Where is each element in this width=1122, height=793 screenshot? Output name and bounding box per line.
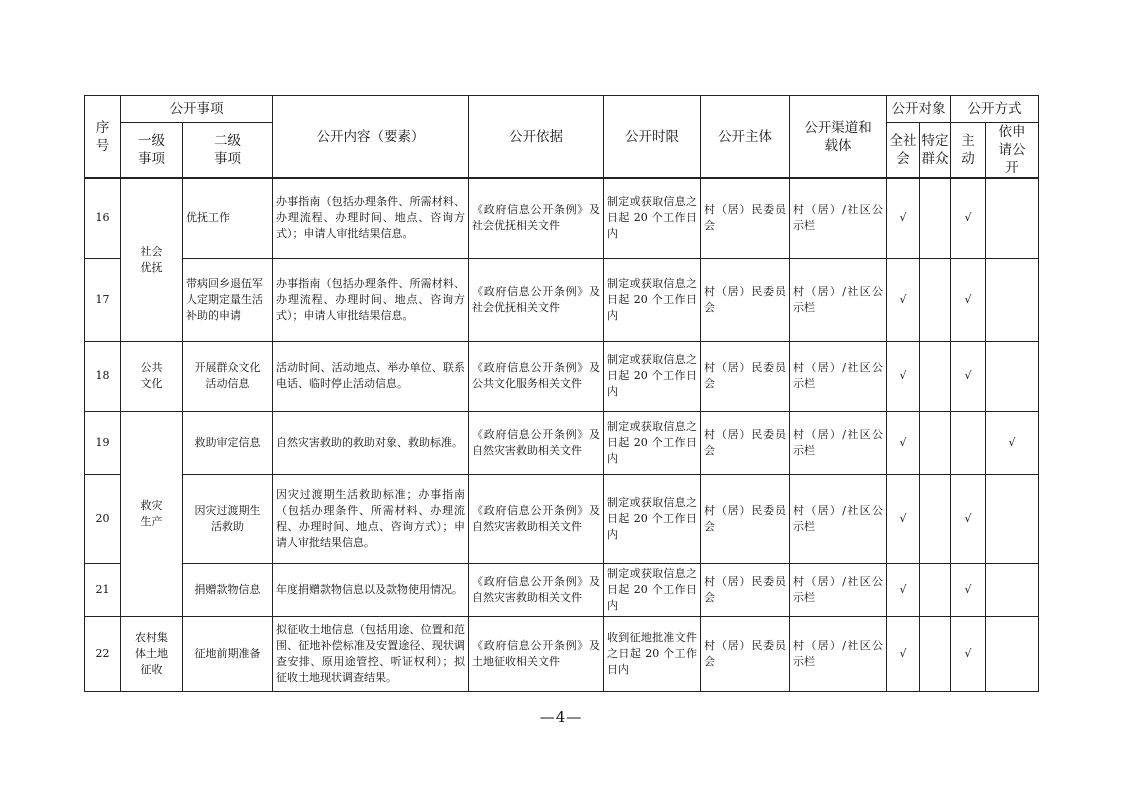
subject-cell: 村（居）民委员会 [701, 563, 790, 616]
content-cell: 办事指南（包括办理条件、所需材料、办理流程、办理时间、地点、咨询方式）；申请人审批结果信息。 [273, 258, 469, 341]
basis-cell: 《政府信息公开条例》及土地征收相关文件 [469, 616, 604, 691]
content-cell: 办事指南（包括办理条件、所需材料、办理流程、办理时间、地点、咨询方式）；申请人审批结果信息。 [273, 178, 469, 258]
check-active: √ [951, 616, 986, 691]
check-target-specific [920, 178, 951, 258]
level2-cell: 带病回乡退伍军人定期定量生活补助的申请 [183, 258, 273, 341]
header-level1: 一级事项 [121, 123, 183, 179]
row-number: 17 [85, 258, 121, 341]
basis-cell: 《政府信息公开条例》及自然灾害救助相关文件 [469, 411, 604, 474]
level2-cell: 捐赠款物信息 [183, 563, 273, 616]
level1-cell: 社会优抚 [121, 178, 183, 341]
check-target-all: √ [887, 258, 920, 341]
header-target-specific: 特定群众 [920, 123, 951, 179]
header-channel: 公开渠道和载体 [790, 96, 887, 179]
row-number: 19 [85, 411, 121, 474]
content-cell: 拟征收土地信息（包括用途、位置和范围、征地补偿标准及安置途径、现状调查安排、原用途管控、听证权利）；拟征收土地现状调查结果。 [273, 616, 469, 691]
row-number: 22 [85, 616, 121, 691]
time-limit-cell: 制定或获取信息之日起 20 个工作日内 [604, 411, 701, 474]
level2-cell: 救助审定信息 [183, 411, 273, 474]
time-limit-cell: 制定或获取信息之日起 20 个工作日内 [604, 341, 701, 411]
table-row [85, 474, 1039, 563]
time-limit-cell: 收到征地批准文件之日起 20 个工作日内 [604, 616, 701, 691]
content-cell: 年度捐赠款物信息以及款物使用情况。 [273, 563, 469, 616]
content-cell: 因灾过渡期生活救助标准；办事指南（包括办理条件、所需材料、办理流程、办理时间、地点、咨询方式）；申请人审批结果信息。 [273, 474, 469, 563]
subject-cell: 村（居）民委员会 [701, 341, 790, 411]
subject-cell: 村（居）民委员会 [701, 616, 790, 691]
header-target: 公开对象 [887, 96, 951, 123]
subject-cell: 村（居）民委员会 [701, 258, 790, 341]
check-apply [986, 616, 1039, 691]
row-number: 18 [85, 341, 121, 411]
header-target-all: 全社会 [887, 123, 920, 179]
basis-cell: 《政府信息公开条例》及自然灾害救助相关文件 [469, 474, 604, 563]
header-method-active: 主动 [951, 123, 986, 179]
check-target-all: √ [887, 474, 920, 563]
channel-cell: 村（居）/社区公示栏 [790, 178, 887, 258]
table-row [85, 341, 1039, 411]
time-limit-cell: 制定或获取信息之日起 20 个工作日内 [604, 563, 701, 616]
time-limit-cell: 制定或获取信息之日起 20 个工作日内 [604, 474, 701, 563]
check-target-all: √ [887, 563, 920, 616]
check-target-all: √ [887, 411, 920, 474]
header-seq: 序号 [85, 96, 121, 179]
basis-cell: 《政府信息公开条例》及社会优抚相关文件 [469, 258, 604, 341]
check-active: √ [951, 341, 986, 411]
table-row [85, 258, 1039, 341]
check-apply [986, 341, 1039, 411]
subject-cell: 村（居）民委员会 [701, 411, 790, 474]
table-row [85, 616, 1039, 691]
row-number: 20 [85, 474, 121, 563]
check-target-specific [920, 258, 951, 341]
check-apply: √ [986, 411, 1039, 474]
check-target-specific [920, 411, 951, 474]
header-content: 公开内容（要素） [273, 96, 469, 179]
channel-cell: 村（居）/社区公示栏 [790, 341, 887, 411]
time-limit-cell: 制定或获取信息之日起 20 个工作日内 [604, 178, 701, 258]
check-active: √ [951, 563, 986, 616]
check-active: √ [951, 178, 986, 258]
basis-cell: 《政府信息公开条例》及社会优抚相关文件 [469, 178, 604, 258]
header-time-limit: 公开时限 [604, 96, 701, 179]
time-limit-cell: 制定或获取信息之日起 20 个工作日内 [604, 258, 701, 341]
channel-cell: 村（居）/社区公示栏 [790, 474, 887, 563]
table-row [85, 411, 1039, 474]
header-level2: 二级事项 [183, 123, 273, 179]
header-subject: 公开主体 [701, 96, 790, 179]
check-active: √ [951, 474, 986, 563]
content-cell: 活动时间、活动地点、举办单位、联系电话、临时停止活动信息。 [273, 341, 469, 411]
check-active [951, 411, 986, 474]
check-active: √ [951, 258, 986, 341]
subject-cell: 村（居）民委员会 [701, 178, 790, 258]
content-cell: 自然灾害救助的救助对象、救助标准。 [273, 411, 469, 474]
check-apply [986, 563, 1039, 616]
check-target-specific [920, 563, 951, 616]
table-row [85, 178, 1039, 258]
header-method-apply: 依申请公开 [986, 123, 1039, 179]
level1-cell: 救灾生产 [121, 411, 183, 616]
channel-cell: 村（居）/社区公示栏 [790, 258, 887, 341]
check-apply [986, 474, 1039, 563]
level2-cell: 优抚工作 [183, 178, 273, 258]
check-apply [986, 258, 1039, 341]
check-target-specific [920, 341, 951, 411]
subject-cell: 村（居）民委员会 [701, 474, 790, 563]
basis-cell: 《政府信息公开条例》及自然灾害救助相关文件 [469, 563, 604, 616]
check-target-all: √ [887, 341, 920, 411]
check-target-all: √ [887, 616, 920, 691]
channel-cell: 村（居）/社区公示栏 [790, 411, 887, 474]
channel-cell: 村（居）/社区公示栏 [790, 616, 887, 691]
level2-cell: 因灾过渡期生活救助 [183, 474, 273, 563]
check-apply [986, 178, 1039, 258]
check-target-specific [920, 474, 951, 563]
row-number: 16 [85, 178, 121, 258]
page-number: —4— [539, 708, 583, 726]
header-basis: 公开依据 [469, 96, 604, 179]
header-method: 公开方式 [951, 96, 1039, 123]
row-number: 21 [85, 563, 121, 616]
level2-cell: 征地前期准备 [183, 616, 273, 691]
check-target-all: √ [887, 178, 920, 258]
level1-cell: 农村集体土地征收 [121, 616, 183, 691]
basis-cell: 《政府信息公开条例》及公共文化服务相关文件 [469, 341, 604, 411]
table-row [85, 563, 1039, 616]
header-matter: 公开事项 [121, 96, 273, 123]
check-target-specific [920, 616, 951, 691]
disclosure-table [84, 95, 1039, 692]
level1-cell: 公共文化 [121, 341, 183, 411]
channel-cell: 村（居）/社区公示栏 [790, 563, 887, 616]
level2-cell: 开展群众文化活动信息 [183, 341, 273, 411]
